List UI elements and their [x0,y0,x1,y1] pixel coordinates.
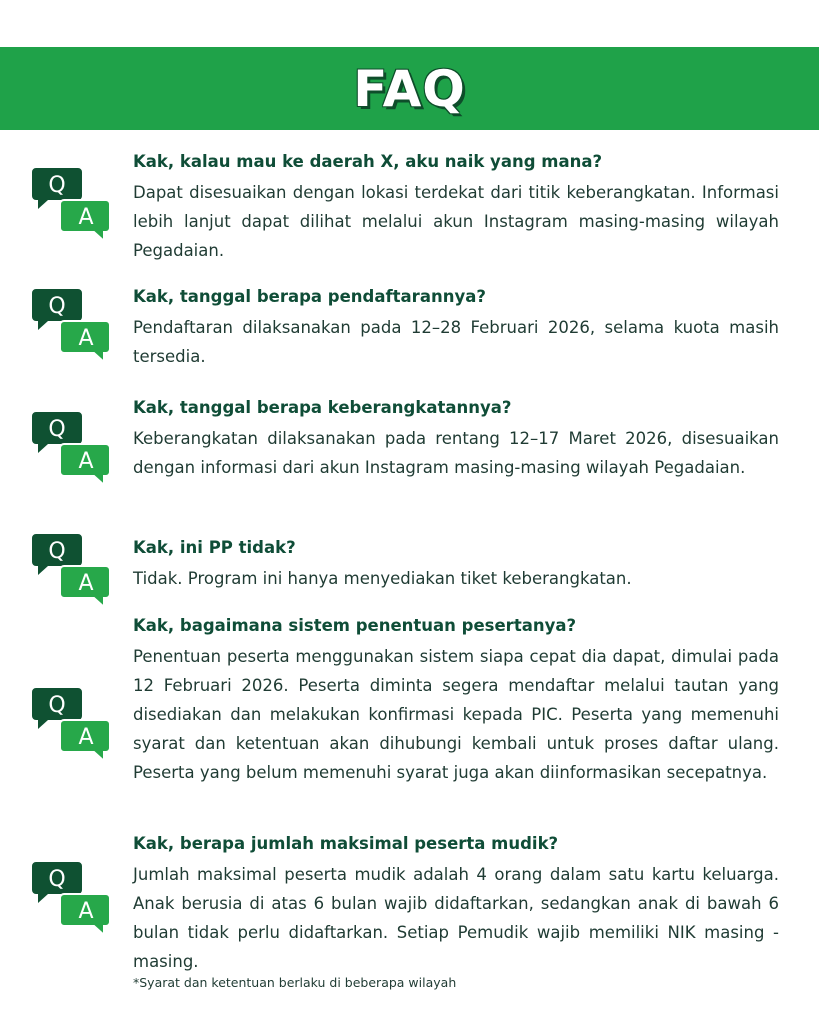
qa-chat-icon [30,530,112,608]
q-letter: Q [48,294,66,319]
a-letter: A [78,205,94,230]
footnote: *Syarat dan ketentuan berlaku di beberapa wilayah [133,975,457,990]
faq-question: Kak, bagaimana sistem penentuan pesertanya? [133,616,577,635]
qa-chat-icon [30,684,112,762]
faq-question: Kak, ini PP tidak? [133,538,296,557]
a-letter: A [78,571,94,596]
a-letter: A [78,449,94,474]
faq-question: Kak, tanggal berapa pendaftarannya? [133,287,486,306]
faq-answer: Dapat disesuaikan dengan lokasi terdekat dari titik keberangkatan. Informasi lebih lanjut dapat dilihat melalui akun Instagram masing-masing wilayah Pegadaian. [133,183,779,260]
qa-chat-icon [30,164,112,242]
faq-answer: Keberangkatan dilaksanakan pada rentang 12–17 Maret 2026, disesuaikan dengan informasi dari akun Instagram masing-masing wilayah Pegadaian. [133,429,779,477]
a-letter: A [78,725,94,750]
faq-banner [0,47,819,130]
page-title: FAQ [353,59,466,118]
q-letter: Q [48,539,66,564]
q-letter: Q [48,417,66,442]
faq-answer: Tidak. Program ini hanya menyediakan tiket keberangkatan. [133,569,632,588]
a-letter: A [78,326,94,351]
q-letter: Q [48,867,66,892]
faq-question: Kak, tanggal berapa keberangkatannya? [133,398,512,417]
q-letter: Q [48,693,66,718]
faq-answer: Jumlah maksimal peserta mudik adalah 4 orang dalam satu kartu keluarga. Anak berusia di atas 6 bulan wajib didaftarkan, sedangkan anak di bawah 6 bulan tidak perlu didaftarkan. Setiap Pemudik wajib memiliki NIK masing - masing. [133,865,779,971]
faq-question: Kak, kalau mau ke daerah X, aku naik yang mana? [133,152,603,171]
qa-chat-icon [30,285,112,363]
faq-answer: Pendaftaran dilaksanakan pada 12–28 Februari 2026, selama kuota masih tersedia. [133,318,779,366]
q-letter: Q [48,173,66,198]
faq-answer: Penentuan peserta menggunakan sistem siapa cepat dia dapat, dimulai pada 12 Februari 2026. Peserta diminta segera mendaftar melalui tautan yang disediakan dan melakukan konfirmasi kepada PIC. Peserta yang memenuhi syarat dan ketentuan akan dihubungi kembali untuk proses daftar ulang. Peserta yang belum memenuhi syarat juga akan diinformasikan secepatnya. [133,647,779,782]
a-letter: A [78,899,94,924]
qa-chat-icon [30,408,112,486]
faq-question: Kak, berapa jumlah maksimal peserta mudik? [133,834,559,853]
qa-chat-icon [30,858,112,936]
